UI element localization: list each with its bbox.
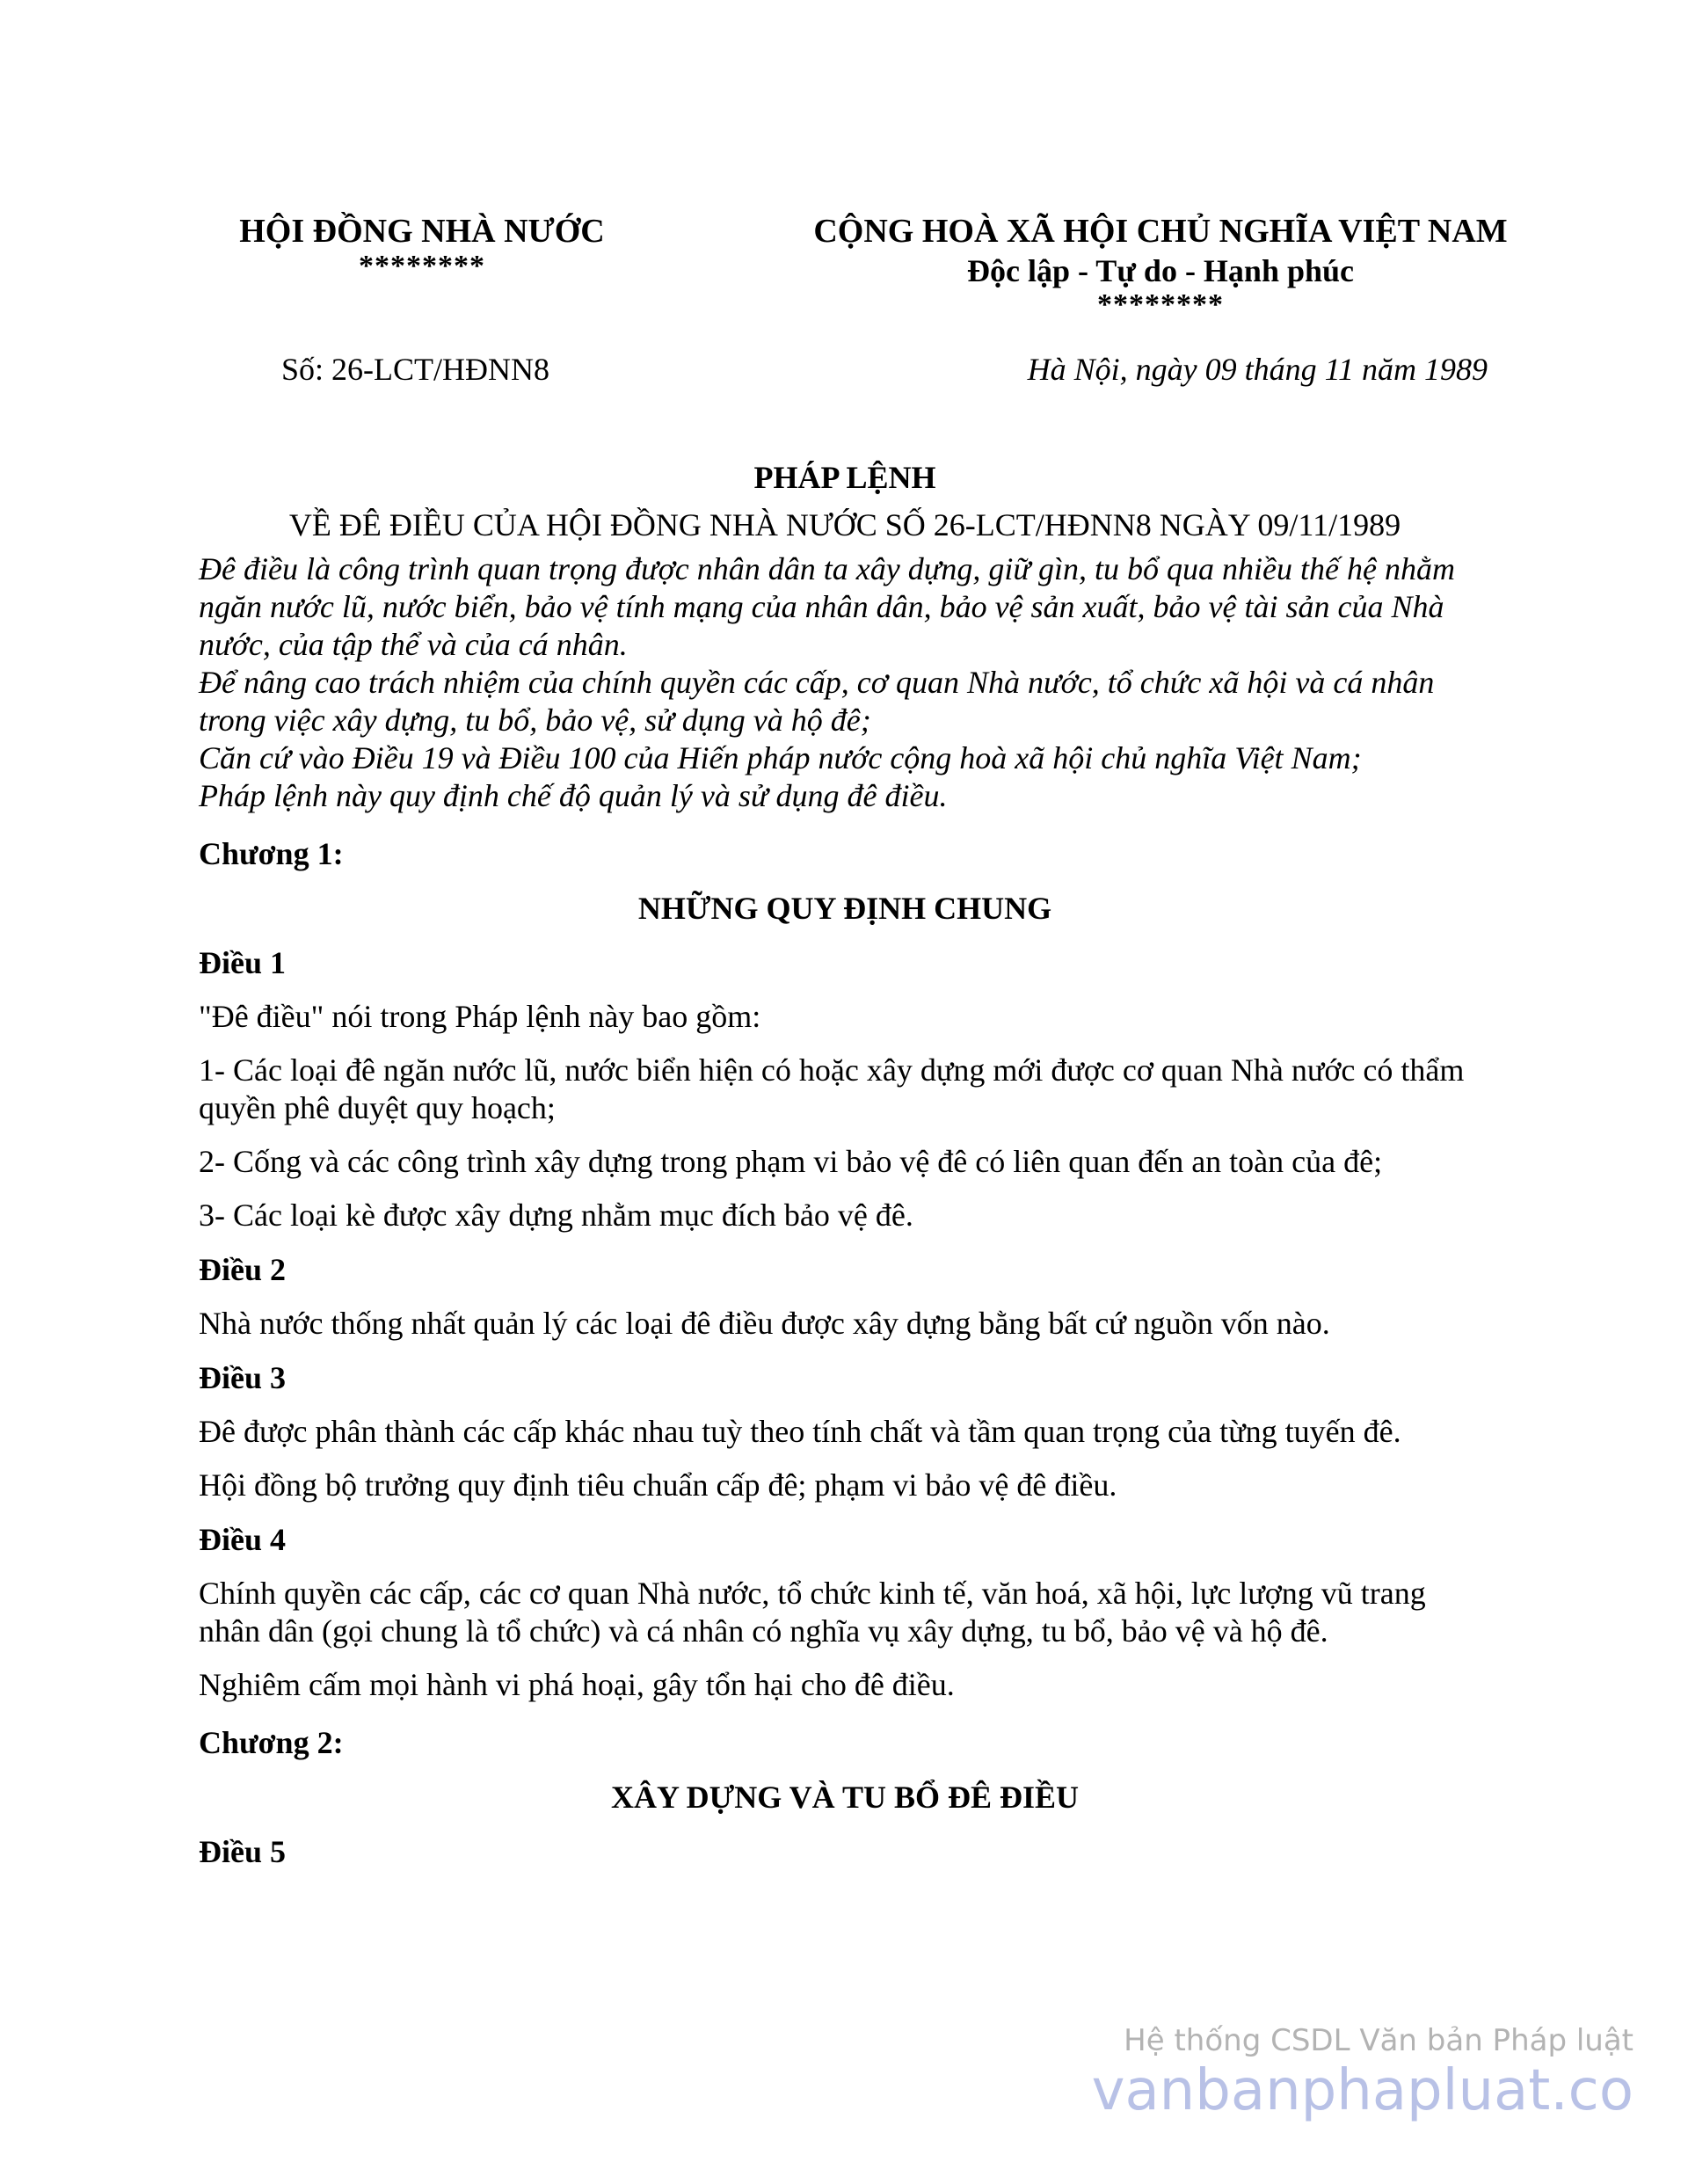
preamble-paragraph: Để nâng cao trách nhiệm của chính quyền các cấp, cơ quan Nhà nước, tổ chức xã hội và cá nhân trong việc xây dựng, tu bổ, bảo vệ, sử dụng và hộ đê;: [199, 665, 1435, 738]
document-subtitle: VỀ ĐÊ ĐIỀU CỦA HỘI ĐỒNG NHÀ NƯỚC SỐ 26-LCT/HĐNN8 NGÀY 09/11/1989: [288, 507, 1401, 542]
article-paragraph: "Đê điều" nói trong Pháp lệnh này bao gồm:: [199, 999, 761, 1034]
preamble-paragraph: Căn cứ vào Điều 19 và Điều 100 của Hiến pháp nước cộng hoà xã hội chủ nghĩa Việt Nam;: [199, 740, 1362, 775]
chapter-label: Chương 2:: [199, 1725, 344, 1760]
chapter-label: Chương 1:: [199, 836, 344, 871]
document-type-title: PHÁP LỆNH: [753, 460, 936, 495]
issuing-authority: HỘI ĐỒNG NHÀ NƯỚC: [239, 213, 605, 250]
article-paragraph: Nhà nước thống nhất quản lý các loại đê điều được xây dựng bằng bất cứ nguồn vốn nào.: [199, 1306, 1330, 1341]
article-heading: Điều 2: [199, 1252, 286, 1287]
article-heading: Điều 3: [199, 1360, 286, 1395]
document-number: Số: 26-LCT/HĐNN8: [281, 352, 549, 387]
national-title-block: [703, 211, 1618, 320]
article-paragraph: 2- Cống và các công trình xây dựng trong phạm vi bảo vệ đê có liên quan đến an toàn của đê;: [199, 1144, 1383, 1179]
place-date: Hà Nội, ngày 09 tháng 11 năm 1989: [1027, 352, 1488, 387]
site-watermark: [1092, 2022, 1633, 2122]
article-paragraph: Đê được phân thành các cấp khác nhau tuỳ theo tính chất và tầm quan trọng của từng tuyến đê.: [199, 1414, 1401, 1449]
document-body: [199, 457, 1491, 1871]
article-heading: Điều 1: [199, 945, 286, 980]
article-paragraph: 1- Các loại đê ngăn nước lũ, nước biển hiện có hoặc xây dựng mới được cơ quan Nhà nước có thẩm quyền phê duyệt quy hoạch;: [199, 1052, 1465, 1125]
preamble-paragraph: Đê điều là công trình quan trọng được nhân dân ta xây dựng, giữ gìn, tu bổ qua nhiều thế hệ nhằm ngăn nước lũ, nước biển, bảo vệ tính mạng của nhân dân, bảo vệ sản xuất, bảo vệ tài sản của Nhà nước, của tập thể và của cá nhân.: [199, 551, 1455, 662]
watermark-caption: Hệ thống CSDL Văn bản Pháp luật: [1124, 2023, 1633, 2058]
country-name: CỘNG HOÀ XÃ HỘI CHỦ NGHĨA VIỆT NAM: [813, 213, 1508, 250]
article-paragraph: Hội đồng bộ trưởng quy định tiêu chuẩn cấp đê; phạm vi bảo vệ đê điều.: [199, 1467, 1117, 1503]
chapter-title: XÂY DỰNG VÀ TU BỔ ĐÊ ĐIỀU: [610, 1780, 1080, 1815]
preamble-paragraph: Pháp lệnh này quy định chế độ quản lý và sử dụng đê điều.: [199, 778, 948, 813]
article-paragraph: Chính quyền các cấp, các cơ quan Nhà nước, tổ chức kinh tế, văn hoá, xã hội, lực lượng vũ trang nhân dân (gọi chung là tổ chức) và cá nhân có nghĩa vụ xây dựng, tu bổ, bảo vệ và hộ đê.: [199, 1576, 1426, 1649]
article-paragraph: 3- Các loại kè được xây dựng nhằm mục đích bảo vệ đê.: [199, 1198, 913, 1233]
article-heading: Điều 4: [199, 1522, 286, 1557]
motto-separator: ********: [1097, 288, 1224, 321]
issuing-authority-block: [193, 211, 651, 281]
chapter-title: NHỮNG QUY ĐỊNH CHUNG: [637, 891, 1052, 926]
authority-separator: ********: [359, 250, 485, 282]
national-motto: Độc lập - Tự do - Hạnh phúc: [966, 253, 1355, 288]
article-heading: Điều 5: [199, 1834, 286, 1869]
watermark-domain: vanbanphapluat.co: [1091, 2058, 1633, 2123]
preamble: [199, 550, 1491, 815]
article-paragraph: Nghiêm cấm mọi hành vi phá hoại, gây tổn hại cho đê điều.: [199, 1667, 955, 1702]
